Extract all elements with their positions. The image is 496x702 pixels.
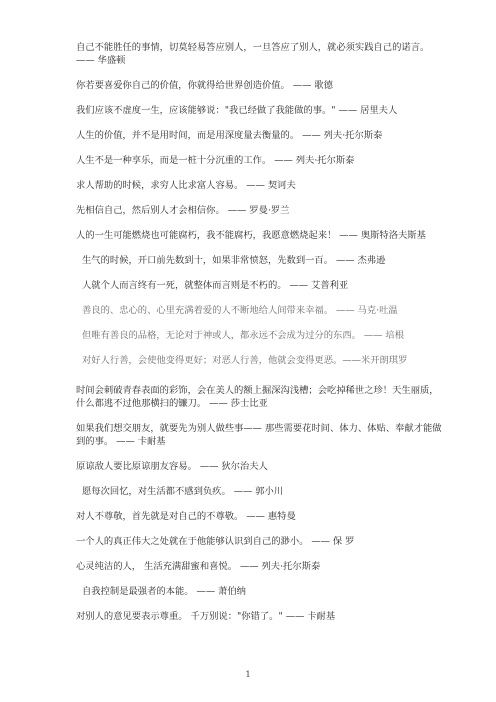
quote-item: 善良的、忠心的、心里充满着爱的人不断地给人间带来幸福。 —— 马克·吐温 — [82, 305, 398, 316]
quote-item: 自我控制是最强者的本能。 —— 萧伯纳 — [82, 586, 246, 597]
quote-item: 人就个人而言终有一死，就整体而言则是不朽的。 —— 艾普利亚 — [82, 280, 349, 291]
quote-item: 对别人的意见要表示尊重。 千万别说："你错了。" —— 卡耐基 — [76, 611, 336, 622]
quote-item: 对好人行善，会使他变得更好；对恶人行善，他就会变得更恶。——米开朗琪罗 — [82, 355, 408, 366]
quote-item: 如果我们想交朋友，就要先为别人做些事—— 那些需要花时间、体力、体贴、奉献才能做到的事。 —— 卡耐基 — [76, 423, 442, 447]
quote-item: 原谅敌人要比原谅朋友容易。 —— 狄尔治夫人 — [76, 461, 268, 472]
quote-item: 愿每次回忆，对生活都不感到负疚。 —— 郭小川 — [82, 486, 284, 497]
quote-item: 一个人的真正伟大之处就在于他能够认识到自己的渺小。 —— 保 罗 — [76, 536, 355, 547]
quote-item: 你若要喜爱你自己的价值，你就得给世界创造价值。 —— 歌德 — [76, 80, 333, 91]
page-number: 1 — [245, 670, 251, 679]
quote-item: 心灵纯洁的人， 生活充满甜蜜和喜悦。 —— 列夫·托尔斯泰 — [76, 561, 321, 572]
quote-item: 人生不是一种享乐，而是一桩十分沉重的工作。 —— 列夫·托尔斯泰 — [76, 155, 355, 166]
quote-item: 自己不能胜任的事情，切莫轻易答应别人，一旦答应了别人，就必须实践自己的诺言。 —— 华盛顿 — [76, 42, 430, 66]
quote-item: 我们应该不虚度一生，应该能够说："我已经做了我能做的事。" —— 居里夫人 — [76, 105, 398, 116]
quote-item: 对人不尊敬，首先就是对自己的不尊敬。 —— 惠特曼 — [76, 511, 296, 522]
quote-item: 人生的价值，并不是用时间，而是用深度量去衡量的。 —— 列夫·托尔斯泰 — [76, 130, 383, 141]
quote-list — [76, 41, 444, 635]
quote-item: 人的一生可能燃烧也可能腐朽，我不能腐朽，我愿意燃烧起来！ —— 奥斯特洛夫斯基 — [76, 230, 426, 241]
quote-item: 但唯有善良的品格，无论对于神或人，都永远不会成为过分的东西。 —— 培根 — [82, 330, 405, 341]
quote-item: 先相信自己，然后别人才会相信你。 —— 罗曼·罗兰 — [76, 205, 290, 216]
quote-item: 生气的时候，开口前先数到十，如果非常愤怒，先数到一百。 —— 杰弗逊 — [82, 255, 386, 266]
quote-item: 求人帮助的时候，求穷人比求富人容易。 —— 契诃夫 — [76, 180, 296, 191]
quote-item: 时间会刺破青春表面的彩饰，会在美人的额上掘深沟浅槽；会吃掉稀世之珍！天生丽质，什么都逃不过他那横扫的镰刀。 —— 莎士比亚 — [76, 385, 439, 409]
